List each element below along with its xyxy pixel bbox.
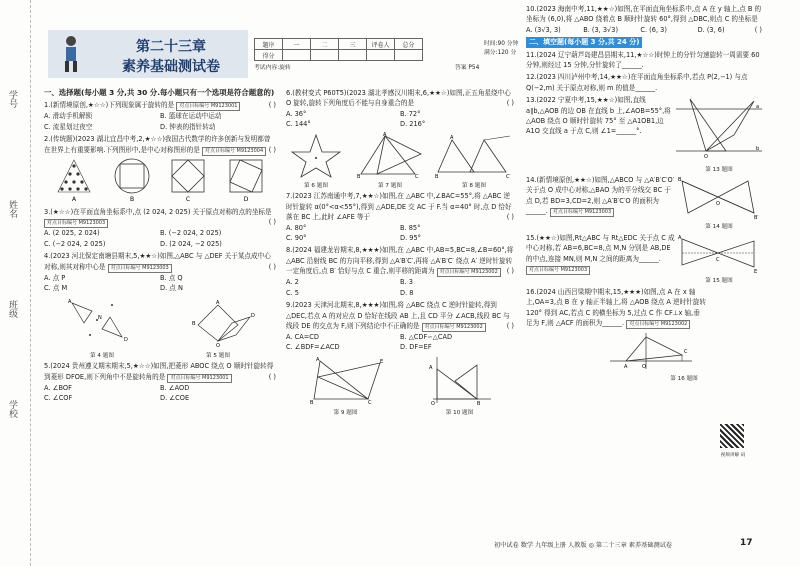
question-11: 11.(2024 辽宁葫芦岛建昌县期末,11,★☆☆)时钟上的分针匀速旋转一周需要 60 分钟,则经过 15 分钟,分针旋转了______. (526, 50, 760, 70)
option-d[interactable]: D. 95° (400, 234, 421, 243)
question-6 (286, 88, 514, 130)
score-cell[interactable] (311, 50, 339, 61)
section-heading-choice: 一、选择题(每小题 3 分,共 30 分.每小题只有一个选项是符合题意的) (44, 88, 275, 97)
section-heading-fill: 二、填空题(每小题 3 分,共 24 分) (526, 37, 642, 47)
binding-strip (0, 0, 31, 566)
question-8 (286, 245, 514, 298)
question-1 (44, 100, 276, 132)
question-15 (526, 233, 676, 285)
option-b[interactable]: B. ∠AOD (160, 383, 190, 392)
option-a[interactable]: A. 80° (286, 223, 307, 232)
svg-text:C′: C′ (506, 173, 511, 178)
figure-caption: 第 10 题图 (445, 410, 474, 417)
question-14-block (526, 175, 762, 233)
question-text: 4.(2023 河北保定南塘县期末,5,★★☆)如图,△ABC 与 △DEF 关于某点成中心对称,则其对称中心是 (44, 252, 271, 271)
question-text: 2.(传统题)(2023 湖北宜昌中考,2,★☆☆)我国古代数学的许多创新与发明都曾在世界上有重要影响.下列图形中,是中心对称图形的是 (44, 135, 271, 154)
column-left (44, 88, 276, 406)
score-table (254, 38, 423, 61)
svg-text:E: E (754, 268, 758, 273)
option-c[interactable]: C. 流星划过夜空 (44, 122, 93, 131)
target-code: 对点目标编号 M9123003 (108, 264, 172, 273)
question-text: 14.(新情境原创,★★☆)如图,△ABCO 与 △A′B′C′O′ 关于点 O 成中心对称,△BAO 为的平分线交 BC 于点 D,若 BD=3,CD=2,则 △A′B′C′O 的面积为______. (526, 176, 675, 216)
question-text: 16.(2024 山西吕梁期中期末,15,★★★)如图,点 A 在 x 轴上,OA=3,点 B 在 y 轴正半轴上,将 △AOB 绕点 A 逆时针旋转 120° 得到 AC,若点 C 的横坐标为 5,过点 C 作 CF⊥x 轴,垂足为 F,则 △ACF 的面积为______. (526, 287, 706, 327)
option-d[interactable]: D. 216° (400, 120, 426, 129)
option-c[interactable]: C. 5 (286, 288, 299, 297)
target-code: 对点目标编号 M9123002 (626, 320, 690, 329)
answer-paren[interactable]: ( ) (506, 99, 514, 108)
figure-caption: 第 15 题图 (705, 278, 733, 285)
figure-caption: 第 9 题图 (333, 410, 358, 417)
svg-text:B: B (129, 195, 135, 202)
page-number: 17 (740, 538, 753, 548)
option-b[interactable]: B. 85° (400, 223, 421, 232)
svg-text:D: D (124, 337, 128, 344)
score-cell: 三 (339, 39, 367, 50)
question-14 (526, 175, 676, 231)
option-b[interactable]: B. (3, 3√3) (583, 25, 619, 34)
question-text: 15.(★★☆)如图,Rt△ABC 与 Rt△EDC 关于点 C 成中心对称,若 AB=6,BC=8,点 M,N 分别是 AB,DE 的中点,连接 MN,则 M,N 之间的距离为______. (526, 233, 675, 263)
option-d[interactable]: D. 8 (400, 288, 414, 297)
full-score-label: 满分:120 分 (484, 50, 517, 56)
figure-caption: 第 8 题图 (462, 183, 486, 190)
time-info (484, 40, 518, 58)
binding-label-class: 班级 (7, 300, 17, 318)
answer-paren[interactable]: ( ) (506, 321, 514, 330)
figure-caption: 第 5 题图 (206, 352, 230, 359)
figure-4 (62, 295, 142, 361)
question-text: 6.(教材变式 P60T5)(2023 湖北孝感汉川期末,6,★★☆)如图,正五角星绕中心 O 旋转,旋转下列角度后不能与自身重合的是 (286, 89, 511, 108)
svg-text:B: B (476, 400, 480, 405)
question-9 (286, 300, 514, 353)
option-d[interactable]: D. (2 024, −2 025) (160, 239, 222, 248)
option-b[interactable]: B. (−2 024, 2 025) (160, 229, 222, 238)
question-12: 12.(2023 四川泸州中考,14,★★☆)在平面直角坐标系中,若点 P(2,−1) 与点 Q(−2,m) 关于原点对称,则 m 的值是______. (526, 73, 748, 92)
question-text: 7.(2023 江苏南通中考,7,★★☆)如图,在 △ABC 中,∠BAC=55°,将 △ABC 逆时针旋转 α(0°<α<55°),得到 △ADE,DE 交 AC 于 F.当 α=40° 时,点 D 恰好落在 BC 上,此时 ∠AFE 等于 (286, 192, 512, 222)
exam-scope: 考试内容:旋转 (254, 65, 291, 71)
binding-label-school: 学校 (7, 400, 17, 418)
question-text: 1.(新情境原创,★☆☆)下列现象属于旋转的是 (44, 101, 175, 110)
fig16-diagram (606, 331, 696, 371)
svg-text:C: C (684, 348, 688, 355)
figure-10 (425, 355, 495, 419)
question-text: 8.(2024 福建龙岩期末,8,★★★)如图,在 △ABC 中,AB=5,BC=8,∠B=60°,将 △ABC 沿射线 BC 的方向平移,得到 △A′B′C′,再将 △A′B′C′ 绕点 A′ 逆时针旋转一定角度后,点 B′ 恰好与点 C 重合,则平移的距离为 (286, 246, 514, 276)
option-d[interactable]: D. 钟表的指针转动 (160, 122, 216, 131)
fig8-diagram (434, 132, 514, 178)
target-code: 对点目标编号 M9123003 (526, 266, 590, 275)
option-d[interactable]: D. DF=EF (400, 343, 432, 352)
figures-9-10 (286, 355, 514, 419)
option-c[interactable]: C. 90° (286, 234, 307, 243)
option-c[interactable]: C. (6, 3) (640, 25, 667, 34)
option-a[interactable]: A. ∠BOF (44, 383, 72, 392)
option-a[interactable]: A. (2 025, 2 024) (44, 229, 100, 238)
svg-text:B: B (192, 321, 196, 328)
svg-text:C: C (185, 195, 191, 202)
option-c[interactable]: C. ∠BDF=∠ACD (286, 343, 340, 352)
student-figure-icon (56, 34, 86, 74)
target-code: 对点目标编号 M9123003 (550, 208, 614, 217)
svg-text:A: A (450, 134, 454, 141)
square-pinwheel-figure (172, 160, 204, 192)
svg-text:E: E (379, 358, 383, 365)
question-text: 5.(2024 贵州遵义期末期末,5,★☆☆)如图,把菱形 ABOC 绕点 O 顺时针旋转得到菱形 DFOE,则下列角中不是旋转角的是 (44, 362, 274, 381)
qr-code-icon[interactable] (720, 424, 744, 448)
svg-text:N: N (98, 315, 102, 322)
svg-text:D: D (251, 313, 255, 320)
score-cell: 评卷人 (367, 39, 395, 50)
score-cell[interactable] (367, 50, 395, 61)
fig4-diagram (62, 295, 142, 347)
score-cell: 二 (311, 39, 339, 50)
answer-paren[interactable]: ( ) (754, 25, 762, 34)
binding-label-name: 姓名 (7, 200, 17, 218)
target-code: 对点目标编号 M9123001 (167, 374, 231, 383)
svg-text:A: A (678, 234, 682, 241)
target-code: 对点目标编号 M9123002 (437, 268, 501, 277)
option-a[interactable]: A. 滑动手机解锁 (44, 112, 93, 121)
option-a[interactable]: A. 36° (286, 109, 307, 118)
question-text: 3.(★☆☆)在平面直角坐标系中,点 (2 024, 2 025) 关于原点对称的点的坐标是 (44, 208, 272, 217)
question-7 (286, 191, 514, 243)
question-text: 10.(2023 海南中考,11,★★☆)如图,在平面直角坐标系中,点 A 在 y 轴上,点 B 的坐标为 (6,0),将 △ABO 绕着点 B 顺时针旋转 60°,得到 △DBC,则点 C 的坐标是 (526, 5, 762, 24)
answer-paren[interactable]: ( ) (268, 262, 276, 271)
answer-paren[interactable]: ( ) (506, 213, 514, 222)
option-b[interactable]: B. 72° (400, 109, 421, 118)
score-cell: 总分 (395, 39, 423, 50)
svg-text:A: A (216, 300, 220, 307)
score-cell[interactable] (395, 50, 423, 61)
svg-text:B: B (435, 173, 439, 178)
svg-text:B: B (309, 399, 313, 405)
option-b[interactable]: B. 点 Q (160, 273, 183, 282)
figure-caption: 第 7 题图 (378, 183, 402, 190)
option-d[interactable]: D. ∠COE (160, 394, 190, 403)
square-spiral-figure (230, 160, 262, 192)
figure-caption: 第 13 题图 (705, 166, 733, 173)
figure-8 (434, 132, 514, 192)
option-c[interactable]: C. 144° (286, 120, 311, 129)
svg-text:O: O (430, 400, 435, 405)
svg-text:a: a (756, 104, 760, 111)
figures-4-5 (44, 295, 276, 361)
option-b[interactable]: B. 3 (400, 278, 413, 287)
svg-text:C: C (415, 173, 419, 178)
svg-text:A: A (383, 131, 387, 138)
fig10-diagram (425, 355, 495, 405)
figure-9 (306, 355, 386, 419)
option-a[interactable]: A. (3√3, 3) (526, 25, 561, 34)
figure-7 (355, 132, 425, 192)
qr-label: 视频讲解 码 (720, 453, 746, 458)
svg-text:C: C (367, 399, 371, 405)
target-code: 对点目标编号 M9123004 (202, 147, 266, 156)
page-title (96, 36, 246, 76)
fig15-diagram (676, 233, 762, 273)
svg-text:A: A (428, 364, 432, 371)
score-cell: 得分 (255, 50, 283, 61)
question-3 (44, 207, 276, 249)
svg-text:O: O (716, 201, 720, 208)
triangle-dots-figure (58, 160, 90, 192)
figure-15 (676, 233, 762, 287)
question-5 (44, 361, 276, 403)
fig7-diagram (355, 132, 425, 178)
figure-16 (606, 331, 762, 385)
svg-text:B′: B′ (754, 215, 759, 220)
chapter-title: 第二十三章 (136, 39, 206, 55)
answer-reference: 答案 P54 (455, 65, 480, 71)
question-13: 13.(2022 宁夏中考,15,★★☆)如图,直线 a∥b,△AOB 的边 OB 在直线 b 上,∠AOB=55°,将 △AOB 绕点 O 顺时针旋转 75° 至 △A1OB1,边 A1O 交直线 a 于点 C,则 ∠1=______°. (526, 96, 671, 136)
svg-text:O: O (216, 343, 220, 348)
svg-text:A: A (68, 299, 72, 306)
figure-13 (676, 95, 762, 175)
option-a[interactable]: A. CA=CD (286, 332, 319, 341)
figure-caption: 第 6 题图 (304, 183, 328, 190)
option-a[interactable]: A. 2 (286, 278, 299, 287)
question-2 (44, 134, 276, 205)
answer-paren[interactable]: ( ) (268, 101, 276, 110)
target-code: 对点目标编号 M9123003 (44, 219, 108, 228)
binding-label-number: 学号 (7, 90, 17, 108)
question-13-block (526, 95, 762, 175)
score-cell[interactable] (283, 50, 311, 61)
question-15-block (526, 233, 762, 287)
option-b[interactable]: B. 篮球在运动中运动 (160, 112, 222, 121)
score-cell: 一 (283, 39, 311, 50)
column-right (526, 4, 762, 385)
figure-14 (676, 175, 762, 233)
score-cell: 题序 (255, 39, 283, 50)
target-code: 对点目标编号 M9123001 (176, 102, 240, 111)
question-10 (526, 4, 762, 35)
svg-text:A: A (71, 195, 77, 202)
answer-paren[interactable]: ( ) (268, 372, 276, 381)
score-cell[interactable] (339, 50, 367, 61)
figure-caption: 第 14 题图 (705, 224, 733, 231)
figures-6-8 (286, 132, 514, 192)
question-4 (44, 251, 276, 293)
svg-text:O: O (642, 363, 646, 370)
circle-square-figure (115, 159, 149, 193)
test-title: 素养基础测试卷 (122, 59, 220, 75)
q2-options-figures (44, 156, 274, 202)
time-label: 时间:90 分钟 (484, 41, 519, 47)
star-icon (286, 132, 346, 178)
option-c[interactable]: C. 点 M (44, 284, 68, 293)
fig13-diagram (676, 95, 762, 161)
option-a[interactable]: A. 点 P (44, 273, 66, 282)
answer-paren[interactable]: ( ) (506, 267, 514, 276)
answer-paren[interactable]: ( ) (268, 145, 276, 154)
column-middle (286, 88, 514, 419)
page-footer: 初中试卷 数学 九年级上册 人教版 ◎ 第二十三章 素养基础测试卷 (494, 542, 673, 549)
option-d[interactable]: D. 点 N (160, 284, 183, 293)
question-text: 9.(2023 天津河北期末,8,★★★)如图,将 △ABC 绕点 C 逆时针旋转,得到 △DEC,若点 A 的对应点 D 恰好在线段 AB 上,且 CD 平分 ∠ACB,线段 BC 与线段 DE 的交点为 F,则下列结论中不正确的是 (286, 301, 510, 330)
figure-6 (286, 132, 346, 192)
svg-text:C: C (716, 256, 720, 263)
fig9-diagram (306, 355, 386, 405)
fig14-diagram (676, 175, 762, 219)
option-d[interactable]: D. (3, 6) (697, 25, 725, 34)
question-16 (526, 287, 706, 329)
figure-caption: 第 4 题图 (90, 352, 114, 359)
svg-text:A: A (315, 356, 319, 363)
svg-text:O: O (704, 154, 708, 161)
fig5-diagram (178, 295, 258, 347)
figure-5 (178, 295, 258, 361)
svg-text:B: B (678, 177, 682, 184)
svg-text:b: b (756, 146, 760, 153)
answer-paren[interactable]: ( ) (268, 218, 276, 227)
svg-text:A: A (624, 363, 628, 370)
target-code: 对点目标编号 M9123002 (422, 323, 486, 332)
svg-text:B: B (357, 173, 361, 178)
option-b[interactable]: B. △CDF∽△CAD (400, 332, 453, 341)
svg-text:D: D (243, 195, 249, 202)
figure-caption: 第 16 题图 (670, 376, 698, 383)
option-c[interactable]: C. (−2 024, 2 025) (44, 239, 106, 248)
option-c[interactable]: C. ∠COF (44, 394, 73, 403)
